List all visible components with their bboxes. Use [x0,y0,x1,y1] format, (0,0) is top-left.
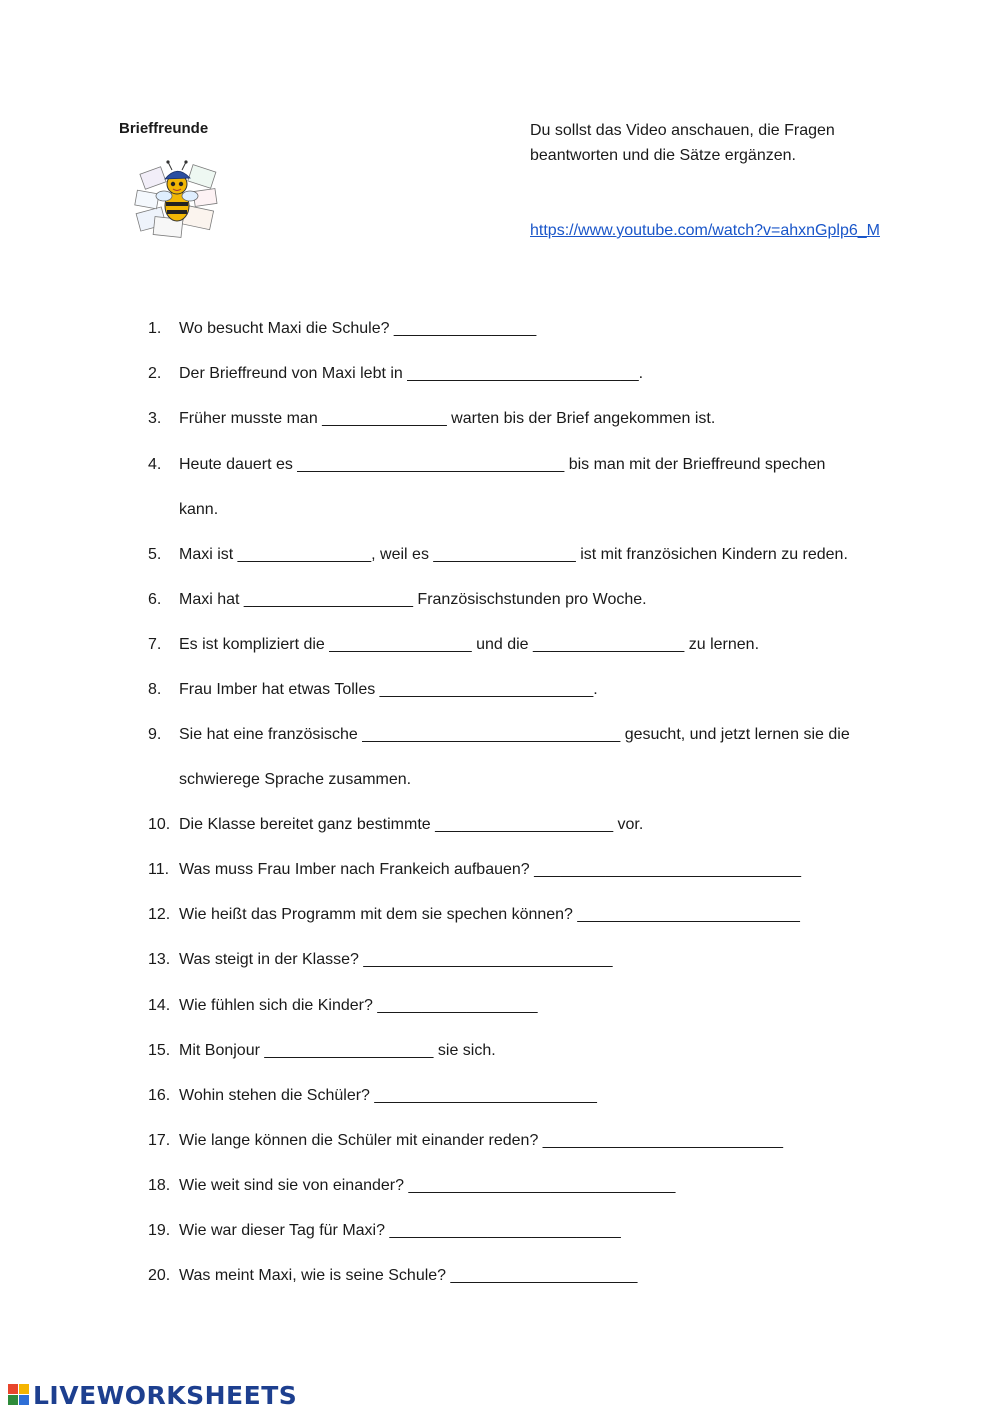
video-link[interactable]: https://www.youtube.com/watch?v=ahxnGplp6_M [530,222,880,239]
question-text: Mit Bonjour ___________________ sie sich. [179,1042,496,1059]
question-item [148,1253,888,1298]
question-text: Wie weit sind sie von einander? ______________________________ [179,1177,676,1194]
question-item [148,667,888,712]
question-item [148,622,888,667]
question-item [148,1118,888,1163]
question-number: 19. [148,1222,171,1239]
question-item [148,532,888,577]
question-text-continued: kann. [179,501,219,518]
question-item [148,1028,888,1073]
question-item [148,396,888,441]
question-text: Frau Imber hat etwas Tolles ________________________. [179,681,598,698]
question-text: Der Brieffreund von Maxi lebt in __________________________. [179,365,644,382]
question-number: 15. [148,1042,171,1059]
question-number: 6. [148,591,162,608]
question-text: Wohin stehen die Schüler? _________________________ [179,1087,597,1104]
question-text: Es ist kompliziert die ________________ und die _________________ zu lernen. [179,636,760,653]
question-item [148,1073,888,1118]
question-number: 9. [148,726,162,743]
question-number: 1. [148,320,162,337]
question-text: Früher musste man ______________ warten bis der Brief angekommen ist. [179,410,716,427]
question-number: 10. [148,816,171,833]
question-number: 16. [148,1087,171,1104]
question-number: 2. [148,365,162,382]
question-text: Wie war dieser Tag für Maxi? __________________________ [179,1222,621,1239]
question-text: Was steigt in der Klasse? ____________________________ [179,951,613,968]
question-text: Was meint Maxi, wie is seine Schule? _____________________ [179,1267,638,1284]
question-text-continued: schwierege Sprache zusammen. [179,771,412,788]
question-number: 13. [148,951,171,968]
question-item [148,983,888,1028]
question-text: Wo besucht Maxi die Schule? ________________ [179,320,537,337]
question-item [148,577,888,622]
question-item [148,442,888,532]
question-number: 12. [148,906,171,923]
bee-mail-icon [134,158,220,240]
question-text: Sie hat eine französische _____________________________ gesucht, und jetzt lernen sie die [179,726,850,743]
liveworksheets-logo [8,1380,297,1410]
liveworksheets-wordmark: LIVEWORKSHEETS [33,1380,298,1410]
question-item [148,847,888,892]
question-number: 4. [148,456,162,473]
question-item [148,1163,888,1208]
question-text: Maxi ist _______________, weil es ________________ ist mit französichen Kindern zu reden. [179,546,848,563]
question-number: 14. [148,997,171,1014]
question-item [148,712,888,802]
question-item [148,802,888,847]
question-number: 18. [148,1177,171,1194]
question-number: 11. [148,861,170,878]
liveworksheets-blocks-icon [8,1384,30,1406]
question-number: 17. [148,1132,171,1149]
question-item [148,306,888,351]
question-text: Maxi hat ___________________ Französischstunden pro Woche. [179,591,647,608]
question-number: 20. [148,1267,171,1284]
question-item [148,1208,888,1253]
question-text: Wie fühlen sich die Kinder? __________________ [179,997,538,1014]
question-text: Heute dauert es ______________________________ bis man mit der Brieffreund spechen [179,456,826,473]
instructions-text: Du sollst das Video anschauen, die Fragen beantworten und die Sätze ergänzen. [530,122,835,164]
question-text: Wie lange können die Schüler mit einander reden? ___________________________ [179,1132,784,1149]
question-number: 5. [148,546,162,563]
question-text: Die Klasse bereitet ganz bestimmte ____________________ vor. [179,816,644,833]
question-text: Wie heißt das Programm mit dem sie spechen können? _________________________ [179,906,800,923]
question-number: 7. [148,636,162,653]
question-number: 3. [148,410,162,427]
worksheet-title: Brieffreunde [119,120,209,137]
question-item [148,892,888,937]
question-text: Was muss Frau Imber nach Frankeich aufbauen? ______________________________ [179,861,802,878]
question-item [148,351,888,396]
question-number: 8. [148,681,162,698]
question-item [148,937,888,982]
